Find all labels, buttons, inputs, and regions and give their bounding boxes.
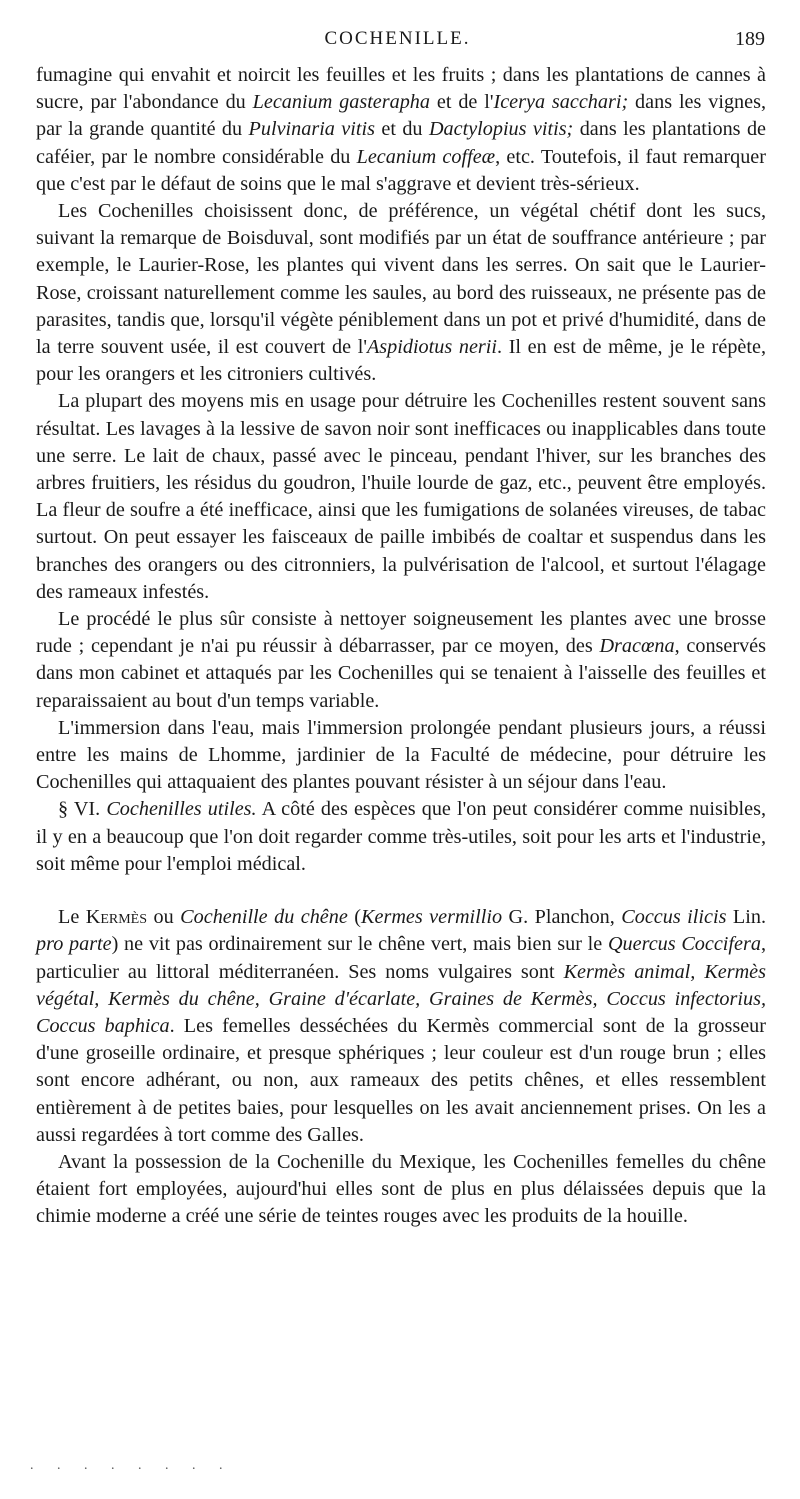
species-name: Lecanium coffeæ <box>356 145 496 168</box>
text-run: . Il en est de même, je le répète, pour les orangers et les citroniers cultivés. <box>36 336 766 386</box>
text-run: ) ne vit pas ordinairement sur le chêne vert, mais bien sur le <box>111 933 608 956</box>
species-name: Pulvinaria vitis <box>248 118 375 141</box>
text-run: ( <box>347 906 362 929</box>
paragraph-5: L'immersion dans l'eau, mais l'immersion prolongée pendant plusieurs jours, a réussi entre les mains de Lhomme, jardinier de la Faculté de médecine, pour détruire les Cochenilles qui attaquaient des plantes pouvant résister à un séjour dans l'eau. <box>36 716 766 794</box>
species-name: Aspidiotus nerii <box>366 336 497 359</box>
species-name: Kermes vermillio <box>361 906 503 929</box>
text-run: , conservés dans mon cabinet et attaqués par les Cochenilles qui se tenaient à l'aisselle des feuilles et reparaissaient au bout d'un temps variable. <box>36 635 766 712</box>
species-name: Dactylopius vitis; <box>428 118 574 141</box>
text-run: A côté des espèces que l'on peut considérer comme nuisibles, il y en a beaucoup que l'on doit regarder comme très-utiles, soit pour les arts et l'industrie, soit même pour l'emploi médical. <box>36 798 767 875</box>
term-kermes: Kermès <box>85 906 148 929</box>
section-heading-paragraph <box>36 796 766 878</box>
body-text <box>36 62 766 1231</box>
text-run: et du <box>374 118 429 141</box>
species-name: Cochenille du chêne <box>180 906 348 929</box>
footer-dots: . . . . . . . . <box>30 1458 233 1473</box>
section-title: Cochenilles utiles. <box>106 798 257 821</box>
paragraph-kermes <box>36 904 766 1149</box>
paragraph-2 <box>36 198 766 388</box>
text-run: fumagine qui envahit et noircit les feuilles et les fruits ; dans les plantations de cannes à sucre, par l'abondance du <box>36 64 766 114</box>
text-run: dans les plantations de caféier, par le nombre considérable du <box>36 118 767 168</box>
page-number: 189 <box>735 28 765 50</box>
paragraph-1 <box>36 62 766 198</box>
text-run: Le procédé le plus sûr consiste à nettoyer soigneusement les plantes avec une brosse rude ; cependant je n'ai pu réussir à débarrasser, par ce moyen, des <box>36 608 766 658</box>
latin-phrase: pro parte <box>36 933 112 956</box>
paragraph-8: Avant la possession de la Cochenille du Mexique, les Cochenilles femelles du chêne étaient fort employées, aujourd'hui elles sont de plus en plus délaissées depuis que la chimie moderne a créé une série de teintes rouges avec les produits de la houille. <box>36 1150 766 1228</box>
running-title: COCHENILLE. <box>324 28 471 49</box>
text-run: G. Planchon, <box>502 906 622 929</box>
text-run: et de l' <box>430 91 494 114</box>
section-number: § VI. <box>58 798 107 821</box>
text-run: , etc. Toutefois, il faut remarquer que c'est par le défaut de soins que le mal s'aggrave et devient très-sérieux. <box>36 145 766 195</box>
page-header <box>30 28 765 56</box>
species-name: Coccus ilicis <box>621 906 727 929</box>
paragraph-3: La plupart des moyens mis en usage pour détruire les Cochenilles restent souvent sans résultat. Les lavages à la lessive de savon noir sont inefficaces ou inapplicables dans toute une serre. Le lait de chaux, passé avec le pinceau, pendant l'hiver, sur les branches des arbres fruitiers, les résidus du goudron, l'huile lourde de gaz, etc., peuvent être employés. La fleur de soufre a été inefficace, ainsi que les fumigations de solanées vireuses, de tabac surtout. On peut essayer les faisceaux de paille imbibés de coaltar et suspendus dans les branches des orangers ou des citronniers, la pulvérisation de l'alcool, et surtout l'élagage des rameaux infestés. <box>36 390 766 603</box>
text-run: . Les femelles desséchées du Kermès commercial sont de la grosseur d'une groseille ordinaire, et presque sphériques ; leur couleur est d'un rouge brun ; elles sont encore adhérant, ou non, aux rameaux des petits chênes, et elles ressemblent entièrement à de petites baies, pour lesquelles on les avait anciennement prises. On les a aussi regardées à tort comme des Galles. <box>36 1014 766 1146</box>
species-name: Quercus Coccifera <box>607 933 761 956</box>
text-run: ou <box>147 906 181 929</box>
text-run: dans les vignes, par la grande quantité du <box>36 91 766 141</box>
species-name: Icerya sacchari; <box>493 91 629 114</box>
species-name: Lecanium gasterapha <box>252 91 430 114</box>
text-run: , particulier au littoral méditerranéen. Ses noms vulgaires sont <box>36 933 766 983</box>
paragraph-4 <box>36 606 766 715</box>
text-run: Les Cochenilles choisissent donc, de préférence, un végétal chétif dont les sucs, suivant la remarque de Boisduval, sont modifiés par un état de souffrance antérieure ; par exemple, le Laurier-Rose, les plantes qui vivent dans les serres. On sait que le Laurier-Rose, croissant naturellement comme les saules, au bord des ruisseaux, ne présente pas de parasites, tandis que, lorsqu'il végète péniblement dans un pot et privé d'humidité, dans de la terre souvent usée, il est couvert de l' <box>36 200 766 359</box>
text-run: Le <box>58 906 86 929</box>
genus-name: Dracœna <box>599 635 675 658</box>
text-run: Lin. <box>726 906 766 929</box>
vernacular-names: Kermès animal, Kermès végétal, Kermès du chêne, Graine d'écarlate, Graines de Kermès, Coccus infectorius, Coccus baphica <box>36 960 766 1037</box>
